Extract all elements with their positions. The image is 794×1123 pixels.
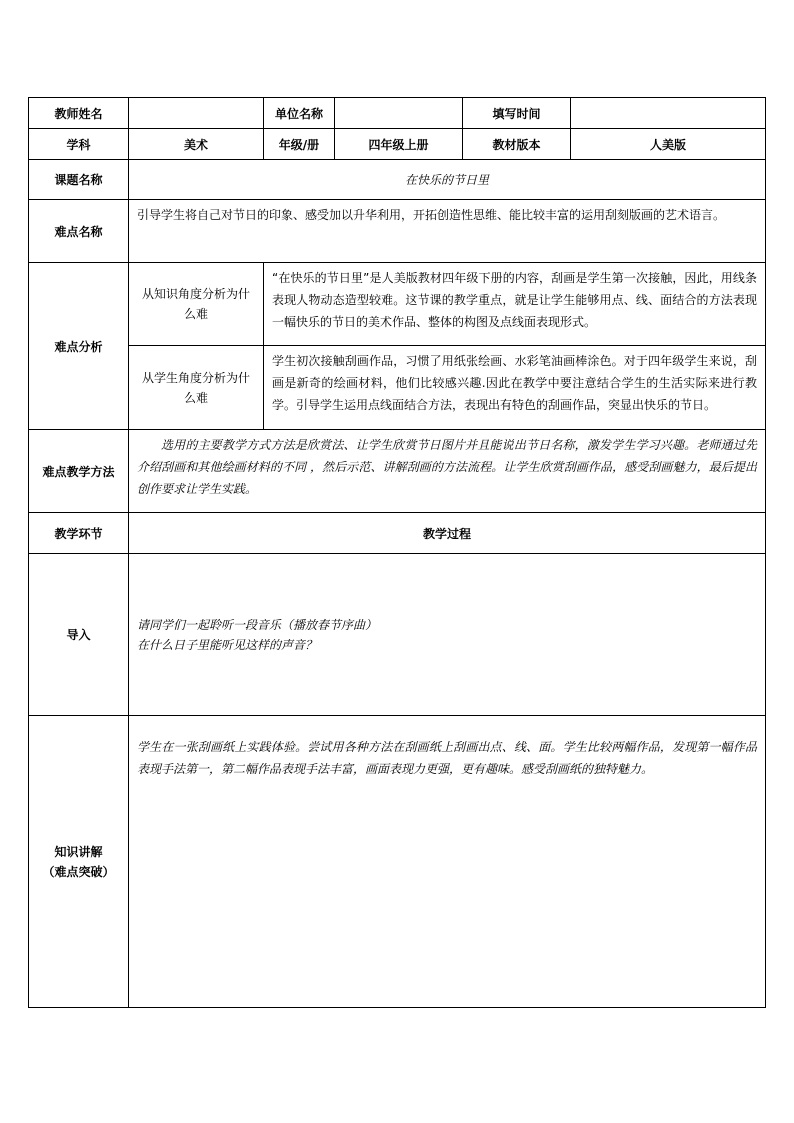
grade-value: 四年级上册 xyxy=(335,129,463,160)
edition-label: 教材版本 xyxy=(463,129,571,160)
grade-label: 年级/册 xyxy=(264,129,335,160)
lesson-plan-table xyxy=(28,97,766,1008)
intro-line-1: 请同学们一起聆听一段音乐（播放春节序曲） xyxy=(137,617,378,632)
intro-content xyxy=(129,554,766,716)
knowledge-angle-label: 从知识角度分析为什么难 xyxy=(129,263,264,346)
method-label: 难点教学方法 xyxy=(29,430,129,513)
row-process-header xyxy=(29,513,766,554)
row-lesson-title xyxy=(29,160,766,200)
fill-date-field[interactable] xyxy=(571,98,766,129)
method-text: 选用的主要教学方式方法是欣赏法、让学生欣赏节日图片并且能说出节日名称，激发学生学习兴趣。老师通过先介绍刮画和其他绘画材料的不同 ，然后示范、讲解刮画的方法流程。让学生欣赏刮画作品，感受刮画魅力，最后提出创作要求让学生实践。 xyxy=(129,430,766,513)
subject-label: 学科 xyxy=(29,129,129,160)
teacher-name-label: 教师姓名 xyxy=(29,98,129,129)
knowledge-angle-text: “在快乐的节日里”是人美版教材四年级下册的内容，刮画是学生第一次接触，因此，用线条表现人物动态造型较难。这节课的教学重点，就是让学生能够用点、线、面结合的方法表现一幅快乐的节日的美术作品、整体的构图及点线面表现形式。 xyxy=(264,263,766,346)
edition-value: 人美版 xyxy=(571,129,766,160)
row-knowledge xyxy=(29,716,766,1008)
row-subject xyxy=(29,129,766,160)
intro-label: 导入 xyxy=(29,554,129,716)
student-angle-text: 学生初次接触刮画作品，习惯了用纸张绘画、水彩笔油画棒涂色。对于四年级学生来说，刮画是新奇的绘画材料，他们比较感兴趣.因此在教学中要注意结合学生的生活实际来进行教学。引导学生运用点线面结合方法，表现出有特色的刮画作品，突显出快乐的节日。 xyxy=(264,346,766,430)
subject-value: 美术 xyxy=(129,129,264,160)
knowledge-label-line-1: 知识讲解 xyxy=(54,844,103,859)
difficulty-label: 难点名称 xyxy=(29,200,129,263)
row-difficulty xyxy=(29,200,766,263)
row-intro xyxy=(29,554,766,716)
student-angle-label: 从学生角度分析为什么难 xyxy=(129,346,264,430)
process-label: 教学过程 xyxy=(129,513,766,554)
fill-date-label: 填写时间 xyxy=(463,98,571,129)
difficulty-text: 引导学生将自己对节日的印象、感受加以升华利用，开拓创造性思维、能比较丰富的运用刮刻版画的艺术语言。 xyxy=(129,200,766,263)
row-teacher xyxy=(29,98,766,129)
intro-line-2: 在什么日子里能听见这样的声音？ xyxy=(137,637,318,652)
knowledge-label xyxy=(29,716,129,1008)
stage-label: 教学环节 xyxy=(29,513,129,554)
lesson-title-value: 在快乐的节日里 xyxy=(129,160,766,200)
unit-name-label: 单位名称 xyxy=(264,98,335,129)
row-analysis-student xyxy=(29,346,766,430)
knowledge-label-line-2: （难点突破） xyxy=(42,864,115,879)
knowledge-text: 学生在一张刮画纸上实践体验。尝试用各种方法在刮画纸上刮画出点、线、面。学生比较两幅作品，发现第一幅作品表现手法第一，第二幅作品表现手法丰富，画面表现力更强，更有趣味。感受刮画纸的独特魅力。 xyxy=(129,716,766,1008)
row-analysis-knowledge xyxy=(29,263,766,346)
row-method xyxy=(29,430,766,513)
unit-name-field[interactable] xyxy=(335,98,463,129)
analysis-label: 难点分析 xyxy=(29,263,129,430)
lesson-title-label: 课题名称 xyxy=(29,160,129,200)
teacher-name-field[interactable] xyxy=(129,98,264,129)
